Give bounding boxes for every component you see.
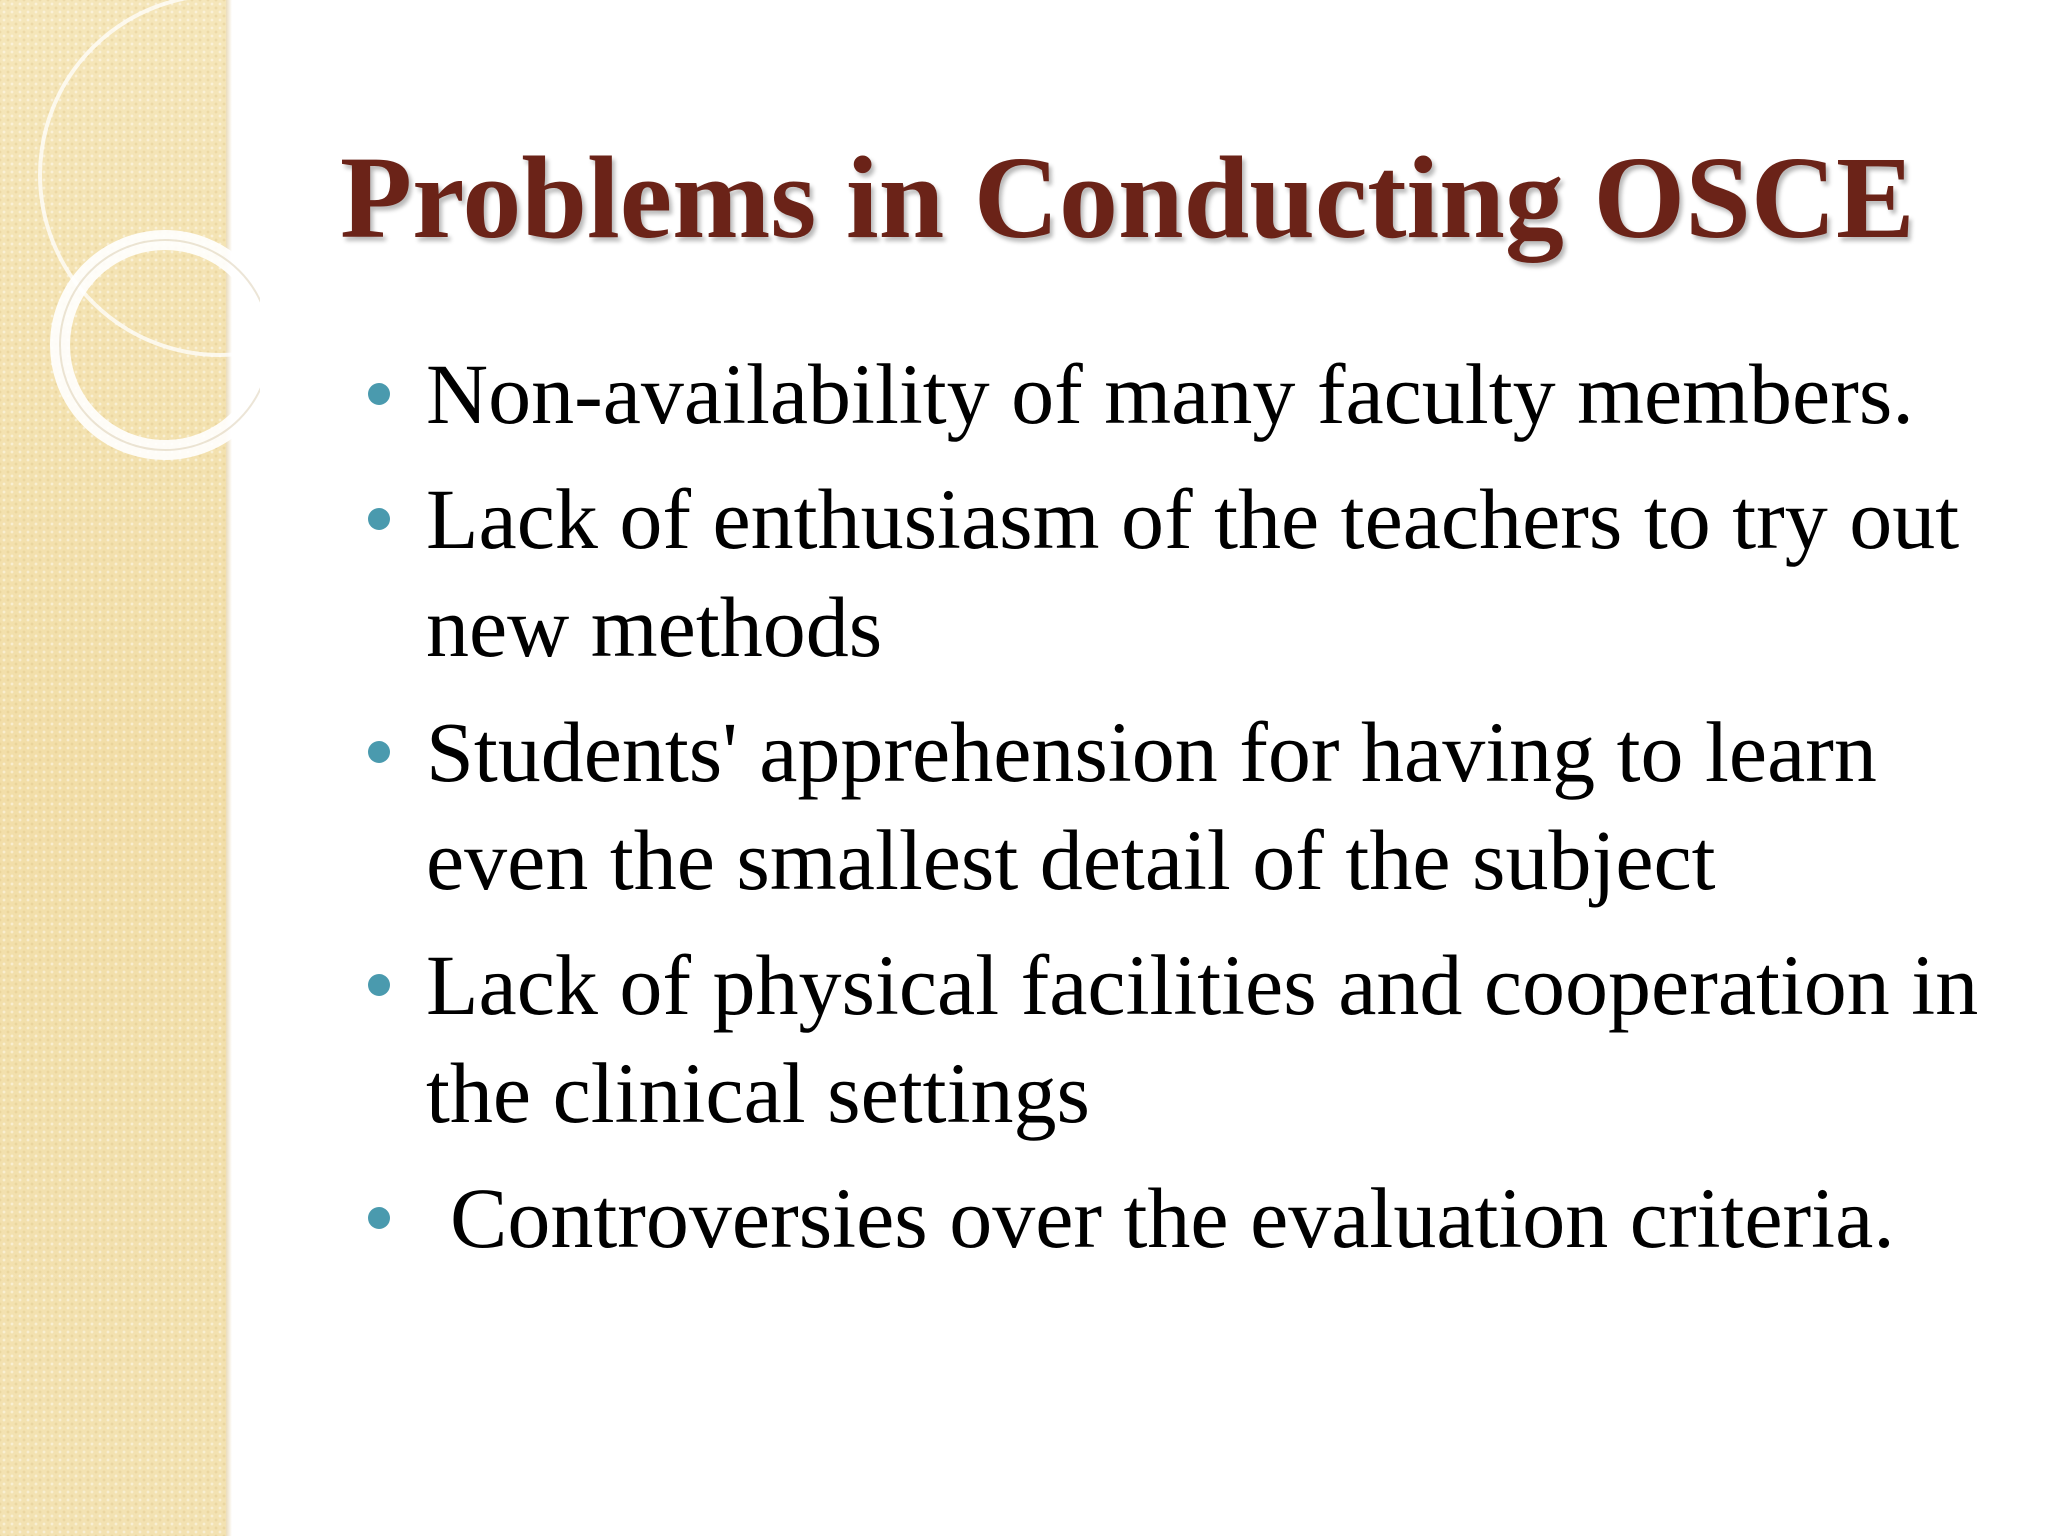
teal-bullet-icon bbox=[368, 741, 390, 763]
teal-bullet-icon bbox=[368, 974, 390, 996]
bullet-text: Non-availability of many faculty members. bbox=[426, 346, 1914, 442]
slide-title: Problems in Conducting OSCE bbox=[340, 132, 1915, 263]
teal-bullet-icon bbox=[368, 508, 390, 530]
bullet-item bbox=[360, 340, 2000, 448]
bullet-text: Controversies over the evaluation criteria. bbox=[450, 1170, 1895, 1266]
bullet-text: Lack of physical facilities and cooperation in the clinical settings bbox=[426, 937, 1979, 1141]
teal-bullet-icon bbox=[368, 383, 390, 405]
side-panel-edge bbox=[226, 0, 232, 1536]
bullet-text: Lack of enthusiasm of the teachers to try out new methods bbox=[426, 471, 1960, 675]
bullet-item bbox=[360, 698, 2000, 914]
bullet-list bbox=[360, 340, 2000, 1289]
bullet-item bbox=[360, 931, 2000, 1147]
decorative-side-panel bbox=[0, 0, 226, 1536]
bullet-text: Students' apprehension for having to learn even the smallest detail of the subject bbox=[426, 704, 1877, 908]
teal-bullet-icon bbox=[368, 1207, 390, 1229]
bullet-item bbox=[360, 1164, 2000, 1272]
bullet-item bbox=[360, 465, 2000, 681]
